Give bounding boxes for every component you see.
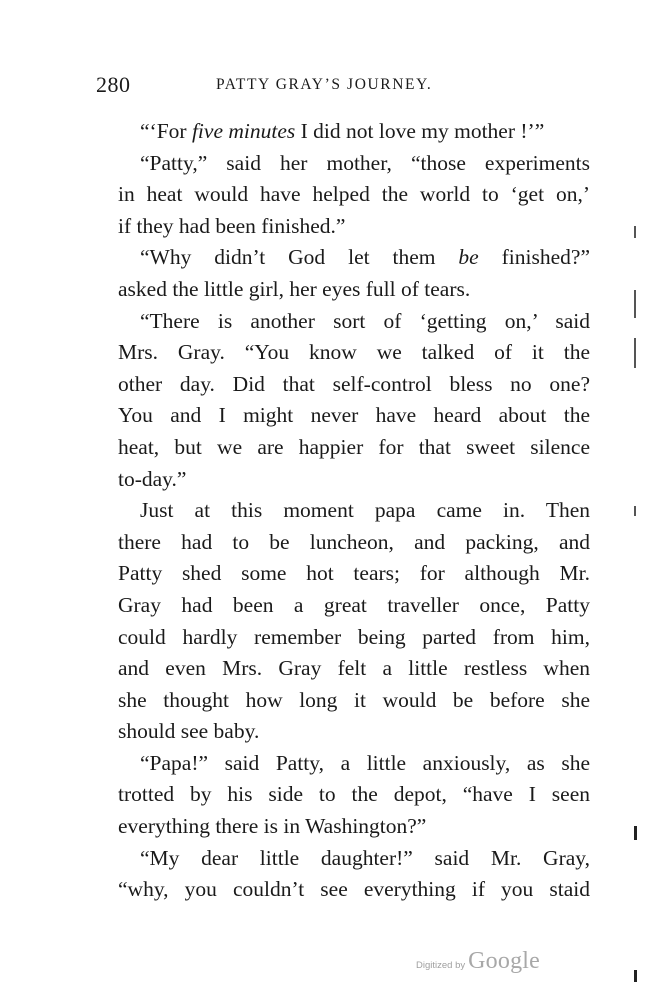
paragraph xyxy=(96,148,590,243)
italic-text: be xyxy=(458,245,479,270)
digitization-watermark xyxy=(416,948,540,975)
text-segment: “why, you couldn’t see everything if you staid xyxy=(118,877,590,902)
text-segment: asked the little girl, her eyes full of tears. xyxy=(118,276,471,301)
text-line xyxy=(96,685,590,717)
text-segment: “My dear little daughter!” said Mr. Gray, xyxy=(140,845,590,870)
text-line xyxy=(96,527,590,559)
text-line xyxy=(96,179,590,211)
running-title: PATTY GRAY’S JOURNEY. xyxy=(216,76,433,93)
text-segment: everything there is in Washington?” xyxy=(118,814,427,839)
text-line xyxy=(96,432,590,464)
scan-artifact xyxy=(634,290,636,318)
text-segment: other day. Did that self-control bless no one? xyxy=(118,371,590,396)
paragraph xyxy=(96,242,590,305)
text-segment: Patty shed some hot tears; for although Mr. xyxy=(118,561,590,586)
google-logo: Google xyxy=(468,948,540,974)
text-line xyxy=(96,211,590,243)
italic-text: five minutes xyxy=(191,119,296,143)
text-segment: Mrs. Gray. “You know we talked of it the xyxy=(118,340,590,365)
scan-artifact xyxy=(634,506,636,516)
text-segment: “Why didn’t God let them xyxy=(140,245,459,270)
text-line xyxy=(96,843,590,875)
paragraph xyxy=(96,748,590,843)
digitized-by-label: Digitized by xyxy=(416,960,466,971)
text-line xyxy=(96,558,590,590)
text-segment: should see baby. xyxy=(118,719,260,744)
text-segment: and even Mrs. Gray felt a little restless when xyxy=(118,656,590,681)
text-segment: in heat would have helped the world to ‘get on,’ xyxy=(118,182,590,207)
text-line xyxy=(96,716,590,748)
text-line xyxy=(96,748,590,780)
page-number: 280 xyxy=(96,72,131,97)
text-segment: finished?” xyxy=(478,245,590,270)
text-line xyxy=(96,306,590,338)
text-segment: trotted by his side to the depot, “have I seen xyxy=(118,782,590,807)
page-header xyxy=(96,72,596,102)
text-line xyxy=(96,874,590,906)
text-segment: could hardly remember being parted from him, xyxy=(118,624,590,649)
text-line xyxy=(96,653,590,685)
text-segment: “‘For xyxy=(140,119,192,143)
body-text xyxy=(96,116,590,906)
text-segment: heat, but we are happier for that sweet silence xyxy=(118,434,590,459)
paragraph xyxy=(96,843,590,906)
text-segment: “Papa!” said Patty, a little anxiously, as she xyxy=(140,750,590,775)
text-segment: to-day.” xyxy=(118,466,187,491)
text-line xyxy=(96,779,590,811)
paragraph xyxy=(96,306,590,496)
text-line xyxy=(96,148,590,180)
text-segment: “There is another sort of ‘getting on,’ said xyxy=(140,308,590,333)
text-segment: if they had been finished.” xyxy=(118,213,346,238)
text-line xyxy=(96,337,590,369)
text-segment: there had to be luncheon, and packing, and xyxy=(118,529,590,554)
scan-artifact xyxy=(634,338,636,368)
paragraph xyxy=(96,116,590,148)
text-line xyxy=(96,116,590,148)
text-line xyxy=(96,622,590,654)
text-line xyxy=(96,495,590,527)
text-line xyxy=(96,242,590,274)
text-line xyxy=(96,464,590,496)
text-segment: I did not love my mother !’” xyxy=(295,119,545,143)
text-line xyxy=(96,369,590,401)
text-line xyxy=(96,400,590,432)
scan-artifact xyxy=(634,970,637,982)
text-segment: Gray had been a great traveller once, Patty xyxy=(118,592,590,617)
text-segment: she thought how long it would be before she xyxy=(118,687,590,712)
text-segment: “Patty,” said her mother, “those experiments xyxy=(140,150,590,175)
text-line xyxy=(96,590,590,622)
text-segment: Just at this moment papa came in. Then xyxy=(140,498,590,523)
text-line xyxy=(96,274,590,306)
scan-artifact xyxy=(634,826,637,840)
text-segment: You and I might never have heard about the xyxy=(118,403,590,428)
text-line xyxy=(96,811,590,843)
scan-artifact xyxy=(634,226,636,238)
paragraph xyxy=(96,495,590,748)
